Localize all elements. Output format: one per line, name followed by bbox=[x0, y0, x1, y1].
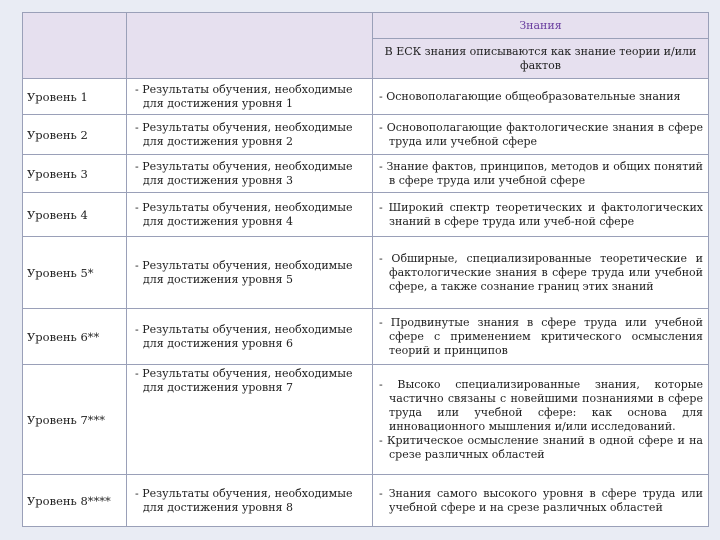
result-cell bbox=[127, 115, 373, 155]
header-subtitle: В ЕСК знания описываются как знание теории и/или фактов bbox=[373, 39, 709, 79]
result-cell bbox=[127, 309, 373, 365]
table-row bbox=[23, 155, 709, 193]
level-cell: Уровень 7*** bbox=[23, 365, 127, 475]
knowledge-text: - Основополагающие фактологические знания в сфере труда или учебной сфере bbox=[379, 120, 703, 148]
knowledge-cell bbox=[373, 155, 709, 193]
knowledge-text: - Высоко специализированные знания, которые частично связаны с новейшими познаниями в сфере труда или учебной сфере: как основа для инновационного мышления и/или исследований. bbox=[379, 377, 703, 433]
knowledge-cell bbox=[373, 193, 709, 237]
eqf-knowledge-table bbox=[22, 12, 709, 527]
result-cell bbox=[127, 237, 373, 309]
result-text: - Результаты обучения, необходимые для достижения уровня 8 bbox=[135, 486, 353, 514]
knowledge-text: - Продвинутые знания в сфере труда или учебной сфере с применением критического осмысления теорий и принципов bbox=[379, 315, 703, 357]
level-cell: Уровень 1 bbox=[23, 79, 127, 115]
knowledge-cell bbox=[373, 115, 709, 155]
level-cell: Уровень 4 bbox=[23, 193, 127, 237]
knowledge-text: - Критическое осмысление знаний в одной сфере и на срезе различных областей bbox=[379, 433, 703, 461]
knowledge-text: - Знания самого высокого уровня в сфере труда или учебной сфере и на срезе различных областей bbox=[379, 486, 703, 514]
knowledge-text: - Широкий спектр теоретических и фактологических знаний в сфере труда или учеб-ной сфере bbox=[379, 200, 703, 228]
result-text: - Результаты обучения, необходимые для достижения уровня 2 bbox=[135, 120, 353, 148]
level-cell: Уровень 8**** bbox=[23, 475, 127, 527]
knowledge-text: - Обширные, специализированные теоретические и фактологические знания в сфере труда или учебной сфере, а также сознание границ этих знаний bbox=[379, 251, 703, 293]
level-cell: Уровень 2 bbox=[23, 115, 127, 155]
knowledge-cell bbox=[373, 309, 709, 365]
table-row bbox=[23, 309, 709, 365]
level-cell: Уровень 5* bbox=[23, 237, 127, 309]
result-cell bbox=[127, 79, 373, 115]
table-row bbox=[23, 365, 709, 475]
result-text: - Результаты обучения, необходимые для достижения уровня 3 bbox=[135, 159, 353, 187]
knowledge-cell bbox=[373, 365, 709, 475]
header-empty-cell bbox=[127, 13, 373, 79]
knowledge-text: - Основополагающие общеобразовательные знания bbox=[379, 89, 681, 103]
knowledge-text: - Знание фактов, принципов, методов и общих понятий в сфере труда или учебной сфере bbox=[379, 159, 703, 187]
knowledge-cell bbox=[373, 475, 709, 527]
result-cell bbox=[127, 475, 373, 527]
level-cell: Уровень 6** bbox=[23, 309, 127, 365]
level-cell: Уровень 3 bbox=[23, 155, 127, 193]
knowledge-cell bbox=[373, 79, 709, 115]
table-row bbox=[23, 115, 709, 155]
result-text: - Результаты обучения, необходимые для достижения уровня 4 bbox=[135, 200, 353, 228]
result-cell bbox=[127, 155, 373, 193]
result-text: - Результаты обучения, необходимые для достижения уровня 6 bbox=[135, 322, 353, 350]
result-cell bbox=[127, 193, 373, 237]
result-text: - Результаты обучения, необходимые для достижения уровня 5 bbox=[135, 258, 353, 286]
table-row bbox=[23, 193, 709, 237]
knowledge-cell bbox=[373, 237, 709, 309]
table-row bbox=[23, 237, 709, 309]
table-row bbox=[23, 79, 709, 115]
table-row bbox=[23, 475, 709, 527]
result-text: - Результаты обучения, необходимые для достижения уровня 7 bbox=[135, 367, 353, 394]
result-cell bbox=[127, 365, 373, 475]
header-title: Знания bbox=[373, 13, 709, 39]
header-row bbox=[23, 13, 709, 39]
result-text: - Результаты обучения, необходимые для достижения уровня 1 bbox=[135, 82, 353, 110]
table-body bbox=[23, 79, 709, 527]
header-corner-cell bbox=[23, 13, 127, 79]
